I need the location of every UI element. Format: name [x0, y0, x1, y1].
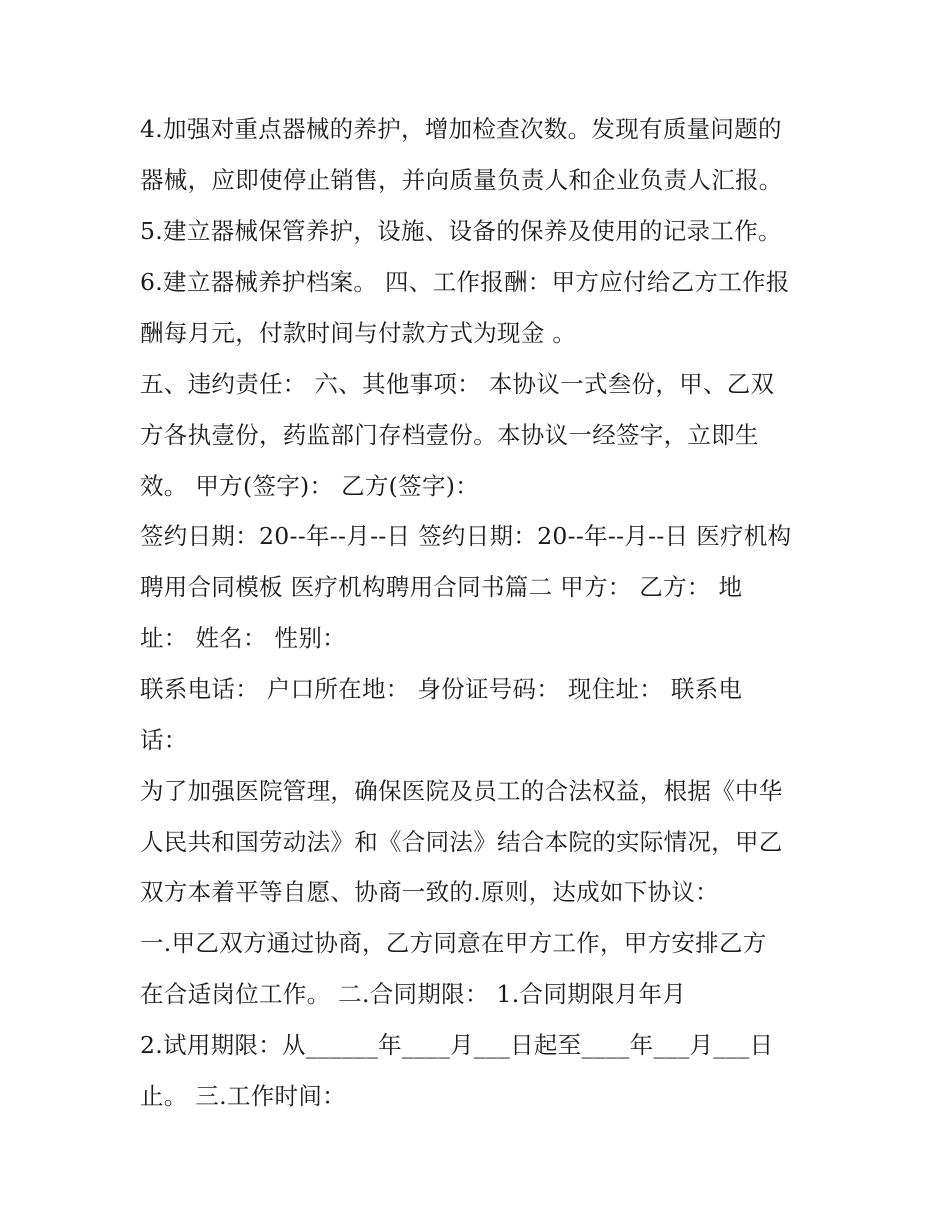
text-line: 双方本着平等自愿、协商一致的.原则，达成如下协议：	[140, 878, 719, 906]
text-line: 2.试用期限：从______年____月___日起至____年___月___日	[140, 1031, 774, 1059]
text-line: 联系电话： 户口所在地： 身份证号码： 现住址： 联系电	[140, 675, 743, 703]
text-line: 聘用合同模板 医疗机构聘用合同书篇二 甲方： 乙方： 地	[140, 573, 743, 601]
text-line: 在合适岗位工作。 二.合同期限： 1.合同期限月年月	[140, 980, 687, 1008]
text-line: 人民共和国劳动法》和《合同法》结合本院的实际情况，甲乙	[140, 828, 783, 856]
text-line: 址： 姓名： 性别：	[140, 624, 346, 652]
text-line: 话：	[140, 726, 188, 754]
text-line: 五、违约责任： 六、其他事项： 本协议一式叁份，甲、乙双	[140, 370, 775, 398]
text-line: 效。 甲方(签字)： 乙方(签字)：	[140, 472, 480, 500]
text-line: 5.建立器械保管养护，设施、设备的保养及使用的记录工作。	[140, 217, 782, 245]
text-line: 一.甲乙双方通过协商，乙方同意在甲方工作，甲方安排乙方	[140, 929, 767, 957]
text-line: 方各执壹份，药监部门存档壹份。本协议一经签字，立即生	[140, 421, 759, 449]
text-line: 为了加强医院管理，确保医院及员工的合法权益，根据《中华	[140, 777, 783, 805]
text-line: 止。 三.工作时间：	[140, 1082, 346, 1110]
text-line: 6.建立器械养护档案。 四、工作报酬：甲方应付给乙方工作报	[140, 268, 790, 296]
text-line: 器械，应即使停止销售，并向质量负责人和企业负责人汇报。	[140, 166, 783, 194]
text-line: 酬每月元，付款时间与付款方式为现金 。	[140, 319, 577, 347]
text-line: 4.加强对重点器械的养护，增加检查次数。发现有质量问题的	[140, 115, 782, 143]
text-line: 签约日期：20--年--月--日 签约日期：20--年--月--日 医疗机构	[140, 522, 792, 550]
